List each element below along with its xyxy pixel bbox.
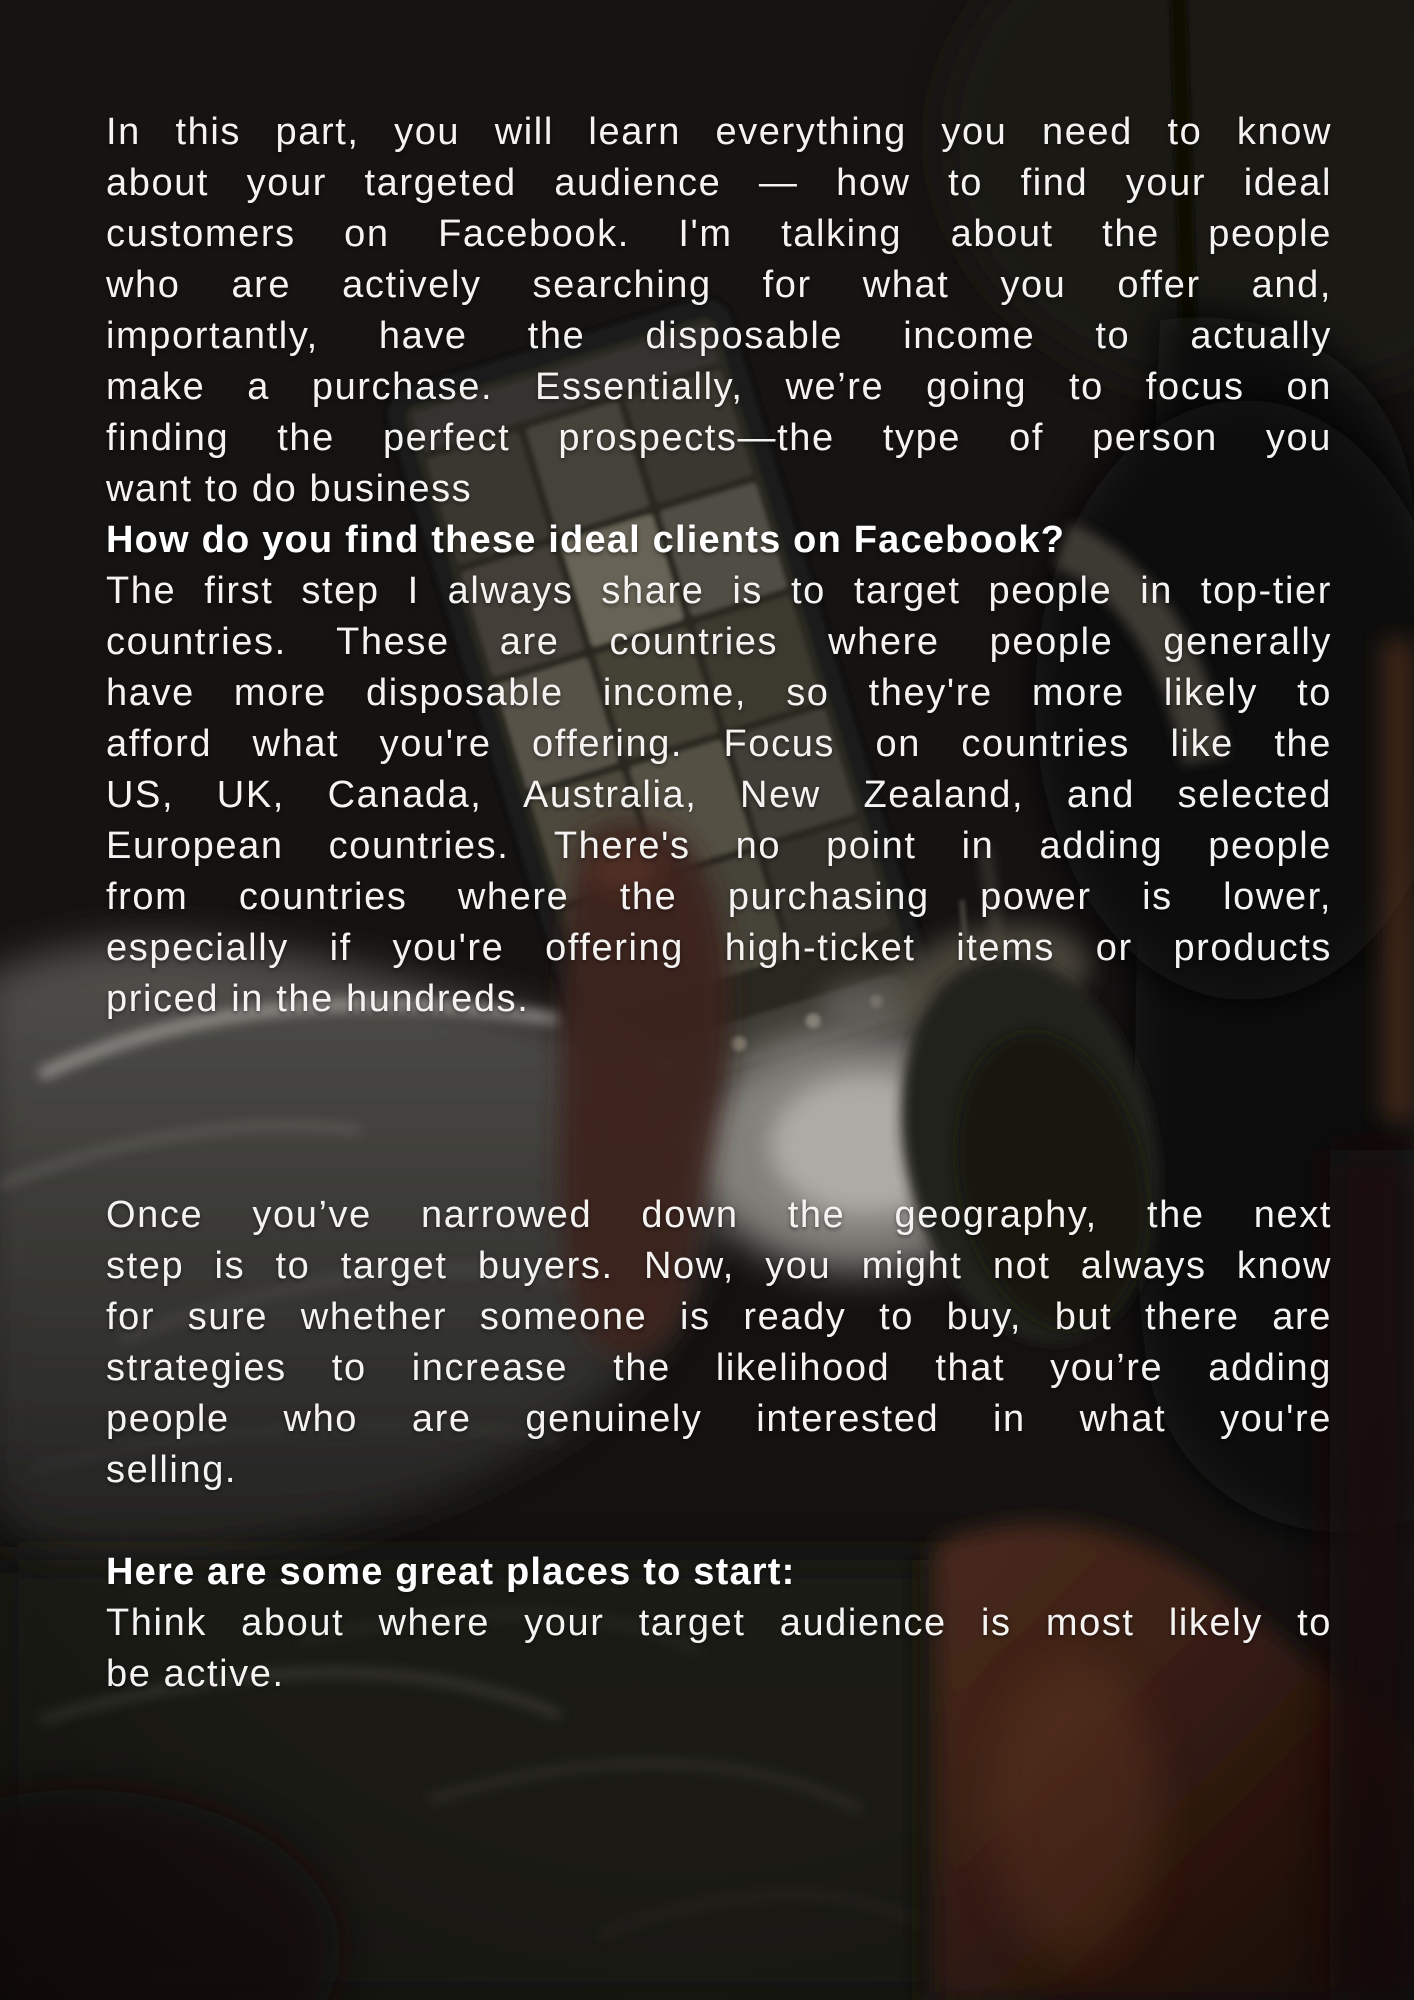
text-line: who are actively searching for what you offer and,	[106, 264, 1332, 306]
section-heading: Here are some great places to start:	[106, 1551, 796, 1593]
text-line: customers on Facebook. I'm talking about the people	[106, 213, 1332, 255]
article	[106, 107, 1332, 1700]
text-line: have more disposable income, so they're more likely to	[106, 672, 1332, 714]
text-line: European countries. There's no point in adding people	[106, 825, 1332, 867]
text-line: people who are genuinely interested in what you're	[106, 1398, 1332, 1440]
text-line: countries. These are countries where people generally	[106, 621, 1332, 663]
body-paragraph	[106, 566, 1332, 1025]
text-line: make a purchase. Essentially, we’re going to focus on	[106, 366, 1332, 408]
text-line: be active.	[106, 1653, 285, 1695]
text-line: from countries where the purchasing power is lower,	[106, 876, 1332, 918]
text-line: US, UK, Canada, Australia, New Zealand, and selected	[106, 774, 1332, 816]
text-line: The first step I always share is to target people in top-tier	[106, 570, 1332, 612]
text-line: Once you’ve narrowed down the geography, the next	[106, 1194, 1332, 1236]
body-paragraph	[106, 1598, 1332, 1700]
text-line: Think about where your target audience is most likely to	[106, 1602, 1332, 1644]
section-heading: How do you find these ideal clients on Facebook?	[106, 519, 1066, 561]
body-paragraph	[106, 107, 1332, 515]
text-line: want to do business	[106, 468, 473, 510]
text-line: for sure whether someone is ready to buy, but there are	[106, 1296, 1332, 1338]
body-paragraph	[106, 1190, 1332, 1496]
text-line: strategies to increase the likelihood that you’re adding	[106, 1347, 1332, 1389]
text-line: priced in the hundreds.	[106, 978, 530, 1020]
text-line: In this part, you will learn everything you need to know	[106, 111, 1332, 153]
text-line: selling.	[106, 1449, 238, 1491]
text-line: about your targeted audience — how to find your ideal	[106, 162, 1332, 204]
text-line: step is to target buyers. Now, you might not always know	[106, 1245, 1332, 1287]
text-line: importantly, have the disposable income to actually	[106, 315, 1332, 357]
text-line: finding the perfect prospects—the type of person you	[106, 417, 1332, 459]
text-line: afford what you're offering. Focus on countries like the	[106, 723, 1332, 765]
text-line: especially if you're offering high-ticket items or products	[106, 927, 1332, 969]
